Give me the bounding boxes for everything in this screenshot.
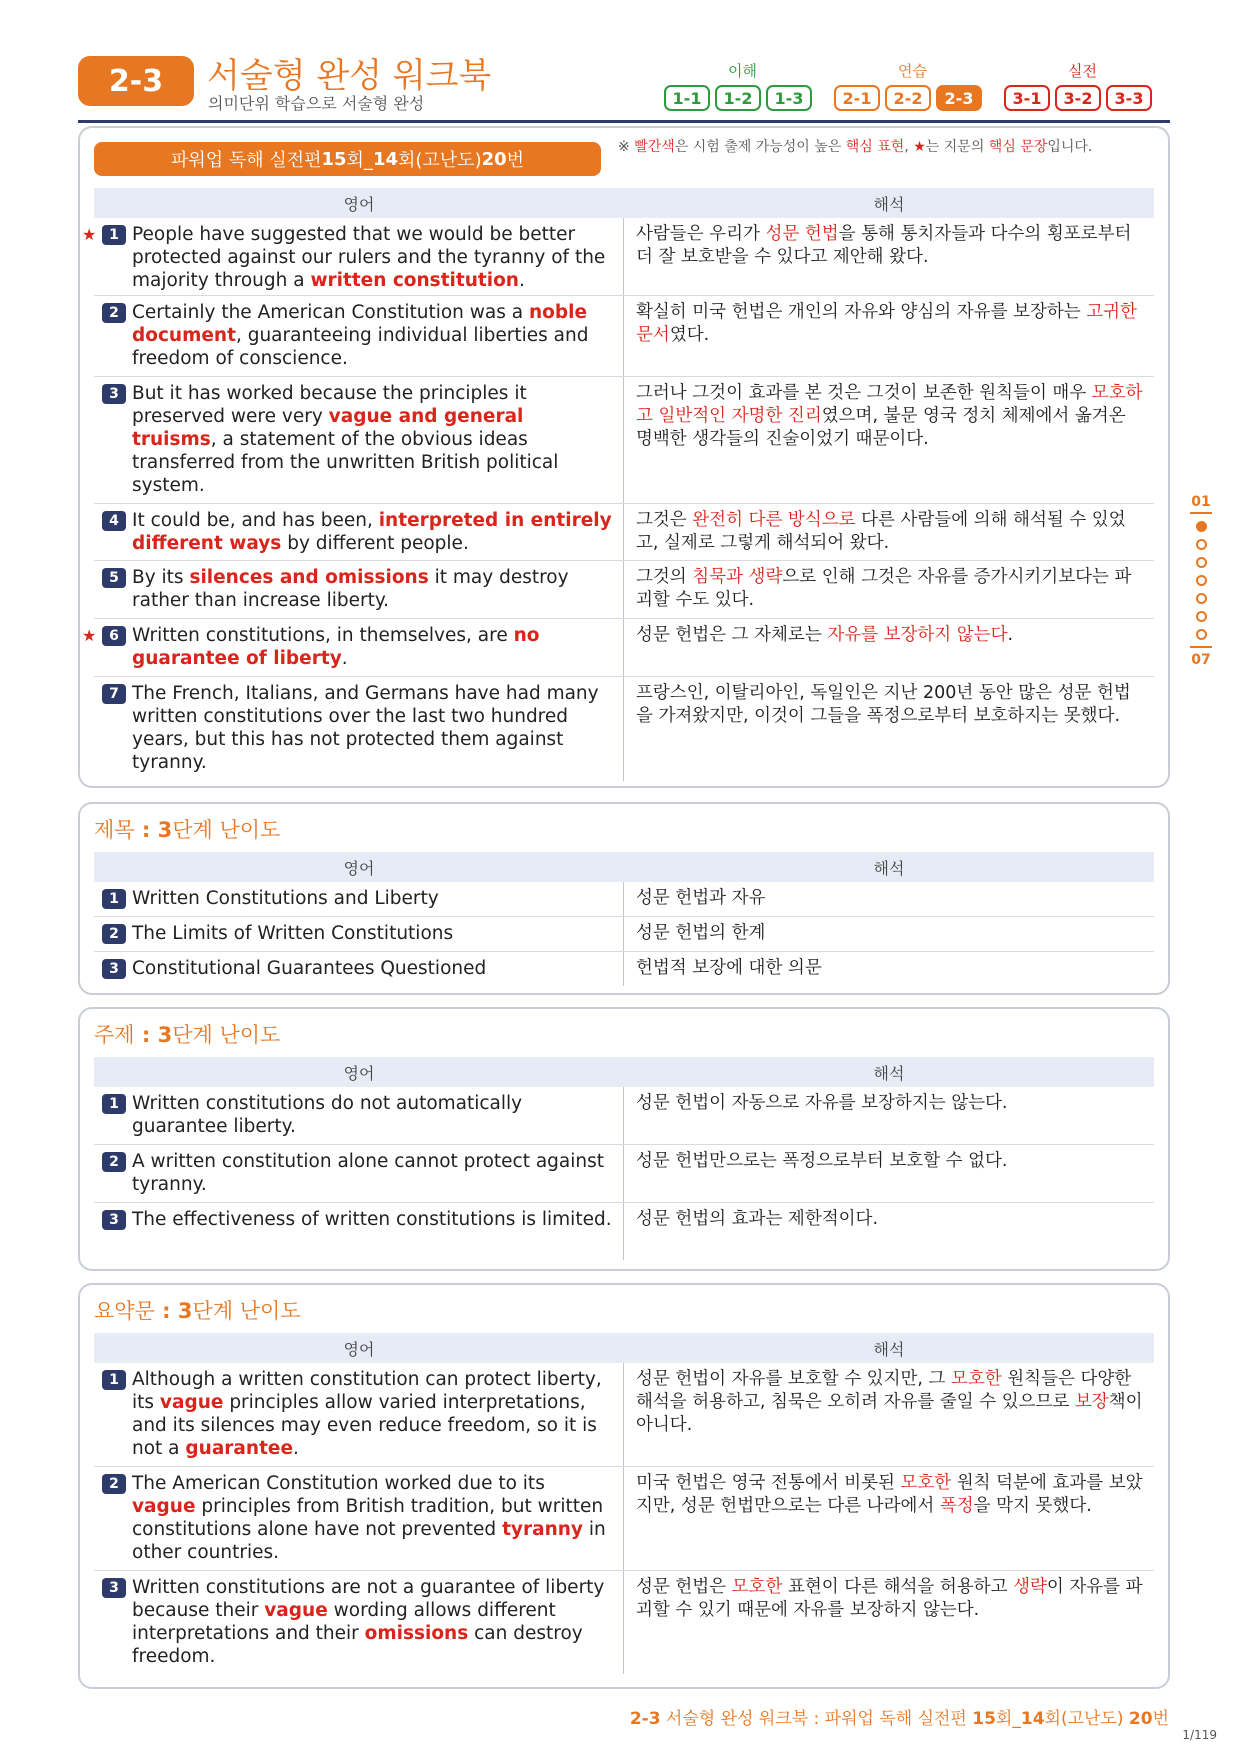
- pager-dot[interactable]: [1196, 593, 1207, 604]
- pager-bar: [1190, 646, 1212, 648]
- col-header-english: 영어: [343, 1339, 375, 1359]
- korean-option: 성문 헌법과 자유: [636, 888, 766, 908]
- option-number: 1: [102, 1094, 126, 1114]
- page-title: 서술형 완성 워크북: [207, 56, 492, 96]
- sentence-number: 4: [102, 511, 126, 531]
- col-header-korean: 해석: [873, 1063, 905, 1083]
- header-divider: [78, 120, 1170, 123]
- page-number: 1/119: [1182, 1728, 1217, 1742]
- korean-translation: 사람들은 우리가 성문 헌법을 통해 통치자들과 다수의 횡포로부터 더 잘 보호받을 수 있다고 제안해 왔다.: [636, 224, 1132, 267]
- steps-red: [1004, 85, 1152, 111]
- table-row: [94, 1087, 1154, 1145]
- option-number: 2: [102, 924, 126, 944]
- summary-table: [94, 1333, 1154, 1674]
- sentence-number: 1: [102, 225, 126, 245]
- table-row: [94, 1145, 1154, 1203]
- korean-translation: 그것은 완전히 다른 방식으로 다른 사람들에 의해 해석될 수 있었고, 실제로 그렇게 해석되어 왔다.: [636, 510, 1126, 553]
- stage-label-practice: 연습: [898, 62, 927, 80]
- theme-section: [78, 1007, 1170, 1271]
- korean-option: 성문 헌법만으로는 폭정으로부터 보호할 수 없다.: [636, 1151, 1008, 1171]
- page-subtitle: 의미단위 학습으로 서술형 완성: [208, 94, 425, 113]
- col-header-english: 영어: [343, 1063, 375, 1083]
- pager-dot[interactable]: [1196, 611, 1207, 622]
- pager-dot[interactable]: [1196, 629, 1207, 640]
- step-3-1[interactable]: 3-1: [1004, 85, 1050, 111]
- table-row: [94, 917, 1154, 952]
- korean-option: 성문 헌법의 효과는 제한적이다.: [636, 1209, 879, 1229]
- star-icon: ★: [82, 626, 97, 645]
- theme-table: [94, 1057, 1154, 1260]
- korean-translation: 확실히 미국 헌법은 개인의 자유와 양심의 자유를 보장하는 고귀한 문서였다.: [636, 302, 1137, 345]
- step-1-2[interactable]: 1-2: [715, 85, 761, 111]
- star-icon: ★: [82, 225, 97, 244]
- title-table: [94, 852, 1154, 986]
- english-summary: 1 Although a written constitution can protect liberty, its vague principles allow varied interpretations, and its silences may even reduce freedom, so it is not a guarantee.: [94, 1363, 624, 1466]
- step-1-1[interactable]: 1-1: [664, 85, 710, 111]
- pager-start: 01: [1191, 494, 1211, 510]
- source-pill: 파워업 독해 실전편 15 회_ 14 회(고난도) 20 번: [94, 142, 601, 176]
- section-heading: 제목 : 3단계 난이도: [94, 818, 281, 842]
- step-2-3[interactable]: 2-3: [936, 85, 982, 111]
- section-heading: 요약문 : 3단계 난이도: [94, 1299, 301, 1323]
- table-row: [94, 1203, 1154, 1260]
- sentence-number: 2: [102, 303, 126, 323]
- table-row: [94, 561, 1154, 619]
- option-number: 2: [102, 1474, 126, 1494]
- table-row: [94, 952, 1154, 986]
- table-row: [94, 1363, 1154, 1467]
- summary-section: [78, 1283, 1170, 1689]
- option-number: 1: [102, 1370, 126, 1390]
- step-1-3[interactable]: 1-3: [766, 85, 812, 111]
- table-header: [94, 1333, 1154, 1363]
- col-header-english: 영어: [343, 194, 375, 214]
- table-row: [94, 882, 1154, 917]
- english-option: 2 The Limits of Written Constitutions: [94, 917, 624, 951]
- steps-orange: [834, 85, 982, 111]
- pager-dot[interactable]: [1196, 575, 1207, 586]
- korean-option: 성문 헌법의 한계: [636, 923, 766, 943]
- korean-translation: 그러나 그것이 효과를 본 것은 그것이 보존한 원칙들이 매우 모호하고 일반적인 자명한 진리였으며, 불문 영국 정치 체제에서 옮겨온 명백한 생각들의 진술이었기 때문이다.: [636, 383, 1143, 449]
- footer-caption: 2-3 서술형 완성 워크북 : 파워업 독해 실전편 15회_14회(고난도) 20번: [629, 1709, 1169, 1729]
- col-header-english: 영어: [343, 858, 375, 878]
- table-header: [94, 852, 1154, 882]
- english-option: 1 Written Constitutions and Liberty: [94, 882, 624, 916]
- passage-box: [78, 126, 1170, 788]
- korean-summary: 성문 헌법은 모호한 표현이 다른 해석을 허용하고 생략이 자유를 파괴할 수 있기 때문에 자유를 보장하지 않는다.: [636, 1577, 1143, 1620]
- english-sentence: 4 It could be, and has been, interpreted in entirely different ways by different people.: [94, 504, 624, 560]
- col-header-korean: 해석: [873, 858, 905, 878]
- english-option: 3 Constitutional Guarantees Questioned: [94, 952, 624, 986]
- table-header: [94, 1057, 1154, 1087]
- sentence-number: 6: [102, 626, 126, 646]
- col-header-korean: 해석: [873, 1339, 905, 1359]
- korean-summary: 성문 헌법이 자유를 보호할 수 있지만, 그 모호한 원칙들은 다양한 해석을 허용하고, 침묵은 오히려 자유를 줄일 수 있으므로 보장책이 아니다.: [636, 1369, 1143, 1435]
- english-sentence: ★ 6 Written constitutions, in themselves, are no guarantee of liberty.: [94, 619, 624, 676]
- passage-table: [82, 188, 1154, 781]
- english-summary: 2 The American Constitution worked due to its vague principles from British tradition, but written constitutions alone have not prevented tyranny in other countries.: [94, 1467, 624, 1570]
- table-row: [94, 296, 1154, 377]
- table-row: [82, 218, 1154, 296]
- english-sentence: 2 Certainly the American Constitution was a noble document, guaranteeing individual liberties and freedom of conscience.: [94, 296, 624, 376]
- table-row: [94, 1467, 1154, 1571]
- english-sentence: 7 The French, Italians, and Germans have had many written constitutions over the last two hundred years, but this has not protected them against tyranny.: [94, 677, 624, 781]
- unit-badge: 2-3: [78, 56, 194, 106]
- option-number: 3: [102, 1210, 126, 1230]
- english-sentence: 5 By its silences and omissions it may destroy rather than increase liberty.: [94, 561, 624, 618]
- korean-option: 성문 헌법이 자동으로 자유를 보장하지는 않는다.: [636, 1093, 1008, 1113]
- table-row: [94, 677, 1154, 781]
- pager-bar: [1190, 512, 1212, 514]
- table-row: [94, 504, 1154, 561]
- option-number: 3: [102, 959, 126, 979]
- stage-label-understand: 이해: [728, 62, 757, 80]
- pager-dot[interactable]: [1196, 557, 1207, 568]
- korean-translation: 그것의 침묵과 생략으로 인해 그것은 자유를 증가시키기보다는 파괴할 수도 있다.: [636, 567, 1132, 610]
- option-number: 2: [102, 1152, 126, 1172]
- english-summary: 3 Written constitutions are not a guarantee of liberty because their vague wording allows different interpretations and their omissions can destroy freedom.: [94, 1571, 624, 1674]
- table-row: [94, 1571, 1154, 1674]
- table-row: [94, 377, 1154, 504]
- korean-translation: 프랑스인, 이탈리아인, 독일인은 지난 200년 동안 많은 성문 헌법을 가져왔지만, 이것이 그들을 폭정으로부터 보호하지는 못했다.: [636, 683, 1131, 726]
- pager-dot[interactable]: [1196, 539, 1207, 550]
- col-header-korean: 해석: [873, 194, 905, 214]
- sentence-number: 5: [102, 568, 126, 588]
- table-header: [94, 188, 1154, 218]
- side-pager: [1186, 494, 1216, 668]
- table-row: [82, 619, 1154, 677]
- option-number: 1: [102, 889, 126, 909]
- sentence-number: 3: [102, 384, 126, 404]
- pager-end: 07: [1191, 652, 1211, 668]
- english-option: 1 Written constitutions do not automatically guarantee liberty.: [94, 1087, 624, 1144]
- step-2-1[interactable]: 2-1: [834, 85, 880, 111]
- step-3-3[interactable]: 3-3: [1106, 85, 1152, 111]
- korean-summary: 미국 헌법은 영국 전통에서 비롯된 모호한 원칙 덕분에 효과를 보았지만, 성문 헌법만으로는 다른 나라에서 폭정을 막지 못했다.: [636, 1473, 1143, 1516]
- option-number: 3: [102, 1578, 126, 1598]
- sentence-number: 7: [102, 684, 126, 704]
- korean-option: 헌법적 보장에 대한 의문: [636, 958, 822, 978]
- steps-green: [664, 85, 812, 111]
- english-option: 2 A written constitution alone cannot protect against tyranny.: [94, 1145, 624, 1202]
- step-3-2[interactable]: 3-2: [1055, 85, 1101, 111]
- korean-translation: 성문 헌법은 그 자체로는 자유를 보장하지 않는다.: [636, 625, 1014, 645]
- section-heading: 주제 : 3단계 난이도: [94, 1023, 281, 1047]
- pager-dot-current[interactable]: [1196, 521, 1207, 532]
- step-2-2[interactable]: 2-2: [885, 85, 931, 111]
- title-section: [78, 802, 1170, 995]
- english-sentence: ★ 1 People have suggested that we would be better protected against our rulers and the tyranny of the majority through a written constitution.: [94, 218, 624, 295]
- legend-note: ※ 빨간색은 시험 출제 가능성이 높은 핵심 표현, ★는 지문의 핵심 문장입니다.: [618, 139, 1093, 155]
- english-option: 3 The effectiveness of written constitutions is limited.: [94, 1203, 624, 1260]
- stage-label-real: 실전: [1068, 62, 1097, 80]
- english-sentence: 3 But it has worked because the principles it preserved were very vague and general truisms, a statement of the obvious ideas transferred from the unwritten British political system.: [94, 377, 624, 503]
